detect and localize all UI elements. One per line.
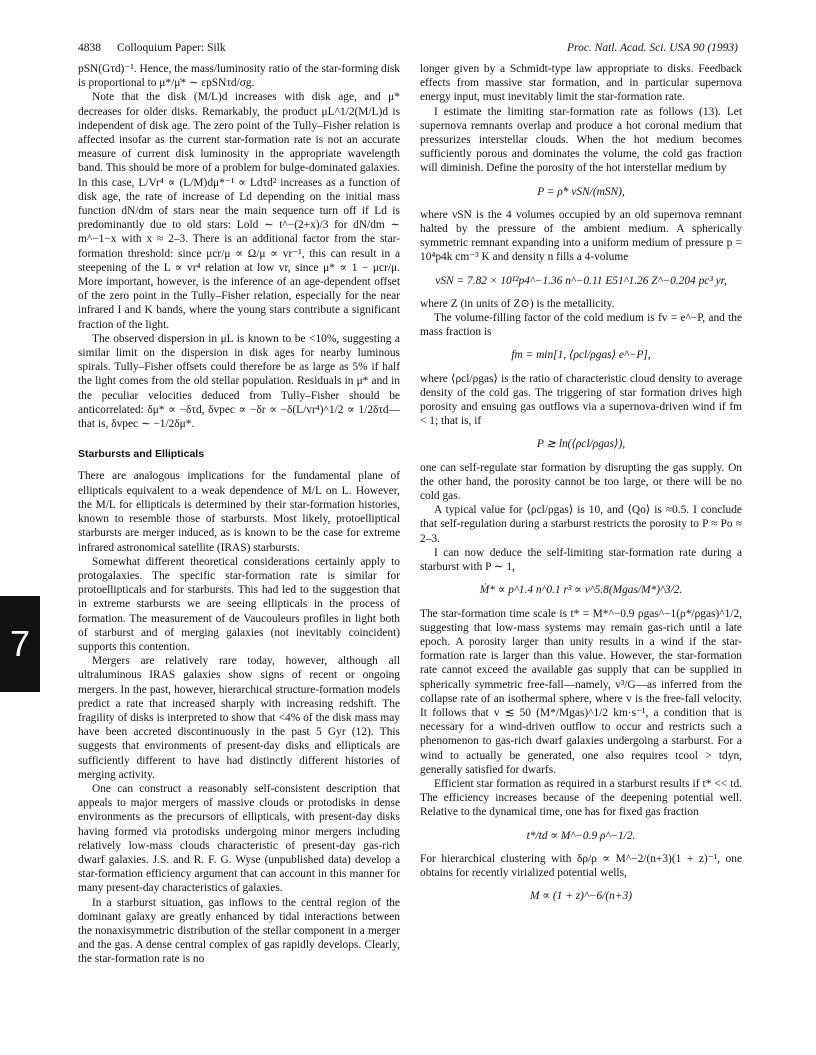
section-tab-marker: 7 [0, 596, 40, 692]
equation: P = ρ̇* νSN/(mSN), [537, 185, 625, 198]
paragraph: The star-formation time scale is t* = M*^−0.9 ρgas^−1(ρ*/ρgas)^1/2, suggesting that low-mass systems may remain gas-rich until a late epoch. A porosity larger than unity results in a wind if the star-formation rate is larger than this value. However, the star-formation rate cannot exceed the available gas supply that can be supplied in spherically symmetric free-fall—namely, v³/G—as inferred from the collapse rate of an isothermal sphere, where v is the free-fall velocity. It follows that v ≲ 50 (M*/Mgas)^1/2 km·s⁻¹, a condition that is necessary for a wind-driven outflow to occur and restricts such a phenomenon to gas-rich dwarf galaxies undergoing a starburst. For a wind to actually be generated, one also requires tcool > tdyn, generally satisfied for dwarfs. [420, 607, 742, 776]
running-header [78, 42, 738, 58]
equation: M ∝ (1 + z)^−6/(n+3) [529, 890, 632, 903]
paragraph: Note that the disk (M/L)d increases with disk age, and μ* decreases for older disks. Remarkably, the product μL^1/2(M/L)d is independent of disk age. The zero point of the Tully–Fisher relation is affected insofar as the current star-formation rate is not an accurate measure of current disk luminosity in the appropriate wavelength band. This should be more of a problem for bulge-dominated galaxies. In this case, L/Vr⁴ ∝ (L/M)dμ*⁻¹ ∝ Ldτd² increases as a function of disk age, the rate of increase of Ld depending on the initial mass function dN/dm of stars near the main sequence turn off if Ld is predominantly due to old stars: Lold ∼ t^−(2+x)/3 for dN/dm ∼ m^−1−x with x ≈ 2–3. There is an additional factor from the star-formation threshold: since μcr/μ ∝ Ω/μ ∝ vr⁻¹, this can result in a steepening of the L ∝ vr⁴ relation at low vr, since μ* ∝ 1 − μcr/μ. More important, however, is the inference of an age-dependent offset of the zero point in the Tully–Fisher relation, especially for the near infrared I and K bands, where the young stars contribute a significant fraction of the light. [78, 91, 400, 331]
paragraph: where Z (in units of Z⊙) is the metallicity. [420, 297, 615, 310]
right-column [420, 62, 742, 912]
page-number: 4838 [78, 42, 101, 54]
equation: t*/td ∝ M^−0.9 ρ^−1/2. [526, 829, 636, 842]
paragraph: where νSN is the 4 volumes occupied by an old supernova remnant halted by the pressure of the ambient medium. A spherically symmetric remnant expanding into a uniform medium of pressure p = 10⁴p4k cm⁻³ K and density n fills a 4-volume [420, 208, 742, 264]
paragraph: where ⟨ρcl/ρgas⟩ is the ratio of characteristic cloud density to average density of the cold gas. The triggering of star formation drives high porosity and ensuing gas outflows via a supernova-driven wind if fm < 1; that is, if [420, 372, 742, 428]
paragraph: There are analogous implications for the fundamental plane of ellipticals equivalent to a weak dependence of M/L on L. However, the M/L for ellipticals is determined by their star-formation histories, known to resemble those of starbursts. Most likely, protoelliptical starbursts are merger induced, as is known to be the case for extreme infrared astronomical satellite (IRAS) starbursts. [78, 470, 400, 554]
paragraph: For hierarchical clustering with δρ/ρ ∝ M^−2/(n+3)(1 + z)⁻¹, one obtains for recently virialized potential wells, [420, 852, 742, 879]
equation: νSN = 7.82 × 10¹²p4^−1.36 n^−0.11 E51^1.26 Z^−0.204 pc³ yr, [435, 274, 727, 287]
paragraph: longer given by a Schmidt-type law appropriate to disks. Feedback effects from massive star formation, and in particular supernova energy input, must inevitably limit the star-formation rate. [420, 63, 742, 104]
paragraph: A typical value for ⟨ρcl/ρgas⟩ is 10, and ⟨Qo⟩ is ≈0.5. I conclude that self-regulation during a starburst restricts the porosity to P ≈ Po ≈ 2–3. [420, 504, 742, 545]
paragraph: The volume-filling factor of the cold medium is fv = e^−P, and the mass fraction is [420, 312, 742, 339]
paragraph: Mergers are relatively rare today, however, although all ultraluminous IRAS galaxies show signs of recent or ongoing mergers. In the past, however, hierarchical structure-formation models predict a rate that increased sharply with increasing redshift. The fragility of disks is interpreted to show that <4% of the disk mass may have been accreted discontinuously in the past 5 Gyr (12). This suggests that environments of present-day disks and ellipticals are sufficiently different to have had distinctly different histories of merging activity. [78, 655, 400, 781]
header-left [78, 42, 226, 54]
section-heading: Starbursts and Ellipticals [78, 448, 205, 461]
paragraph: One can construct a reasonably self-consistent description that appeals to major mergers of massive clouds or protodisks in dense environments as the precursors of ellipticals, with present-day disks having formed via protodisks undergoing minor mergers including relatively low-mass clouds characteristic of present-day gas-rich dwarf galaxies. J.S. and R. F. G. Wyse (unpublished data) develop a star-formation efficiency argument that can account in this manner for many present-day characteristics of galaxies. [78, 782, 400, 895]
left-column [78, 62, 400, 967]
paragraph: Efficient star formation as required in a starburst results if t* << td. The efficiency increases because of the deepening potential well. Relative to the dynamical time, one has for fixed gas fraction [420, 777, 742, 819]
paragraph: I can now deduce the self-limiting star-formation rate during a starburst with P ∼ 1, [420, 546, 742, 574]
paper-title: Colloquium Paper: Silk [117, 42, 226, 54]
paragraph: I estimate the limiting star-formation rate as follows (13). Let supernova remnants overlap and produce a hot coronal medium that pressurizes interstellar clouds. When the hot medium becomes sufficiently porous and dominates the volume, the cold gas fraction will diminish. Define the porosity of the hot interstellar medium by [420, 105, 742, 175]
paragraph: one can self-regulate star formation by disrupting the gas supply. On the other hand, the porosity cannot be too large, or there will be no cold gas. [420, 461, 742, 503]
equation: fm = min[1, ⟨ρcl/ρgas⟩ e^−P], [511, 349, 651, 362]
equation: Ṁ* ∝ p^1.4 n^0.1 r³ ∝ v^5.8(Mgas/M*)^3/2. [479, 584, 683, 597]
paragraph: pSN(Gτd)⁻¹. Hence, the mass/luminosity ratio of the star-forming disk is proportional to μ*/μ̇* ∼ εpSNτd/σg. [78, 63, 400, 90]
paragraph: The observed dispersion in μL is known to be <10%, suggesting a similar limit on the dispersion in disk ages for nearby luminous spirals. Tully–Fisher offsets could therefore be as large as 5% if half the light comes from the old stellar population. Residuals in μ* and in the peculiar velocities deduced from Tully–Fisher should be anticorrelated: δμ* ∝ −δτd, δvpec ∝ −δr ∝ −δ(L/vr⁴)^1/2 ∝ 1/2δτd—that is, δvpec ∼ −1/2δμ*. [78, 332, 400, 431]
paragraph: Somewhat different theoretical considerations certainly apply to protogalaxies. The specific star-formation rate is similar for protoellipticals and for starbursts. This had led to the suggestion that in extreme starbursts we are seeing ellipticals in the process of formation. The measurement of de Vaucouleurs profiles in light both of starburst and of merging galaxies (not inevitably coincident) supports this contention. [78, 555, 400, 653]
paragraph: In a starburst situation, gas inflows to the central region of the dominant galaxy are greatly enhanced by tidal interactions between the nonaxisymmetric distribution of the stellar component in a merger and the gas. A dense central complex of gas rapidly develops. Clearly, the star-formation rate is no [78, 896, 400, 966]
journal-citation: Proc. Natl. Acad. Sci. USA 90 (1993) [567, 42, 738, 54]
equation: P ≳ ln(⟨ρcl/ρgas⟩), [536, 438, 626, 451]
